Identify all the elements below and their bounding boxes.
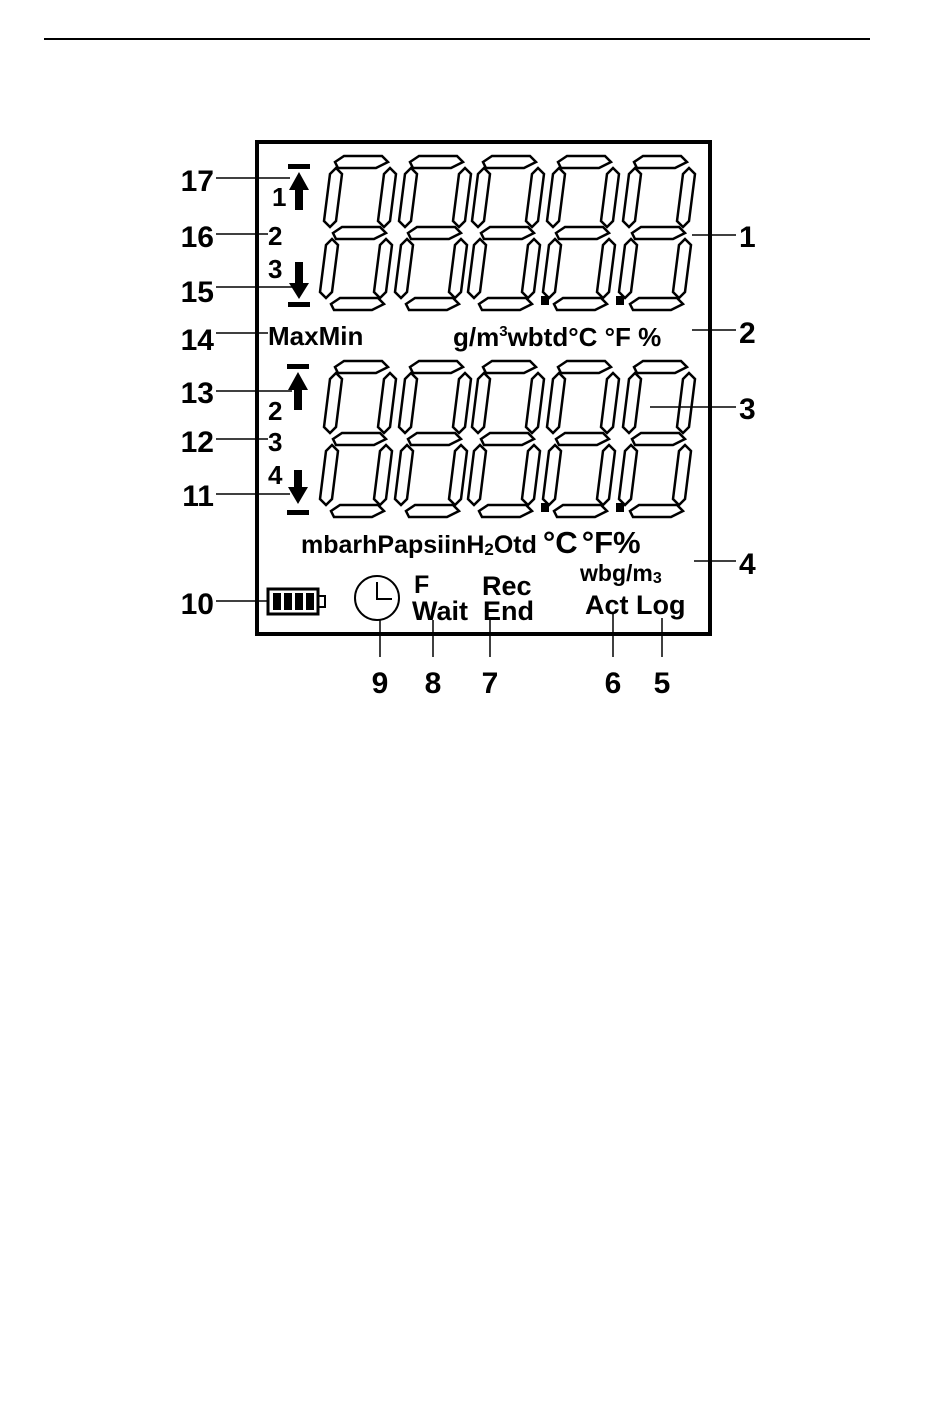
- callout-12: 12: [180, 426, 214, 459]
- clock-icon: [355, 576, 399, 620]
- segment-e: [619, 239, 637, 298]
- segment-d: [331, 298, 384, 310]
- segment-f: [324, 373, 342, 433]
- callout-4: 4: [739, 548, 756, 581]
- segment-a: [335, 156, 388, 168]
- segment-g: [556, 227, 609, 239]
- segment-f: [623, 373, 641, 433]
- segment-d: [630, 505, 683, 517]
- segment-d: [479, 505, 532, 517]
- segment-b: [677, 168, 695, 227]
- lower-units-label-2: wbg/m3: [580, 560, 662, 587]
- segment-f: [399, 373, 417, 433]
- lower-index-2: 2: [268, 396, 283, 426]
- segment-b: [378, 373, 396, 433]
- segment-e: [395, 445, 413, 505]
- upper-index-3: 3: [268, 254, 283, 284]
- segment-b: [601, 373, 619, 433]
- segment-d: [479, 298, 532, 310]
- segment-b: [677, 373, 695, 433]
- segment-d: [554, 505, 607, 517]
- upper-index-2: 2: [268, 221, 283, 251]
- digit-cell: [395, 156, 471, 310]
- segment-d: [630, 298, 683, 310]
- segment-d: [331, 505, 384, 517]
- arrow-down-icon: [288, 262, 310, 307]
- segment-c: [374, 239, 392, 298]
- digit-cell: [468, 361, 544, 517]
- callout-5: 5: [653, 667, 671, 700]
- segment-a: [335, 361, 388, 373]
- segment-f: [547, 373, 565, 433]
- digit-cell: [320, 156, 396, 310]
- segment-d: [406, 298, 459, 310]
- callout-16: 16: [180, 221, 214, 254]
- segment-e: [543, 239, 561, 298]
- segment-a: [483, 156, 536, 168]
- log-label: Log: [636, 590, 686, 620]
- arrow-up-icon: [287, 364, 309, 410]
- callout-1: 1: [739, 221, 756, 254]
- segment-g: [333, 227, 386, 239]
- segment-a: [410, 361, 463, 373]
- segment-g: [632, 433, 685, 445]
- digit-cell: [543, 156, 619, 310]
- callout-9: 9: [371, 667, 389, 700]
- segment-e: [619, 445, 637, 505]
- segment-g: [481, 433, 534, 445]
- segment-c: [597, 239, 615, 298]
- callout-11: 11: [182, 480, 214, 513]
- segment-e: [468, 239, 486, 298]
- segment-b: [526, 373, 544, 433]
- wait-label: Wait: [412, 596, 468, 626]
- segment-g: [408, 433, 461, 445]
- segment-c: [449, 445, 467, 505]
- lower-index-3: 3: [268, 427, 283, 457]
- segment-c: [673, 239, 691, 298]
- segment-d: [406, 505, 459, 517]
- segment-c: [374, 445, 392, 505]
- segment-f: [623, 168, 641, 227]
- segment-d: [554, 298, 607, 310]
- digit-cell: [320, 361, 396, 517]
- lower-index-4: 4: [268, 460, 283, 490]
- max-min-label: MaxMin: [268, 321, 364, 351]
- segment-b: [453, 168, 471, 227]
- segment-a: [634, 361, 687, 373]
- callout-2: 2: [739, 317, 756, 350]
- digit-cell: [619, 156, 695, 310]
- segment-e: [543, 445, 561, 505]
- segment-c: [522, 239, 540, 298]
- callout-7: 7: [481, 667, 499, 700]
- upper-digit-row: [320, 156, 695, 310]
- segment-c: [673, 445, 691, 505]
- segment-g: [632, 227, 685, 239]
- digit-cell: [468, 156, 544, 310]
- segment-e: [468, 445, 486, 505]
- segment-a: [410, 156, 463, 168]
- segment-b: [453, 373, 471, 433]
- callout-3: 3: [739, 393, 756, 426]
- segment-e: [320, 239, 338, 298]
- segment-f: [472, 168, 490, 227]
- f-label: F: [414, 571, 430, 599]
- callout-14: 14: [180, 324, 214, 357]
- act-label: Act: [585, 590, 629, 620]
- segment-f: [324, 168, 342, 227]
- segment-f: [399, 168, 417, 227]
- callout-17: 17: [180, 165, 214, 198]
- segment-g: [408, 227, 461, 239]
- segment-f: [472, 373, 490, 433]
- callout-15: 15: [180, 276, 214, 309]
- segment-a: [634, 156, 687, 168]
- end-label: End: [483, 596, 534, 626]
- digit-cell: [543, 361, 619, 517]
- segment-b: [526, 168, 544, 227]
- segment-f: [547, 168, 565, 227]
- callout-6: 6: [604, 667, 622, 700]
- segment-g: [481, 227, 534, 239]
- segment-e: [320, 445, 338, 505]
- segment-b: [601, 168, 619, 227]
- segment-c: [522, 445, 540, 505]
- callout-10: 10: [180, 588, 214, 621]
- segment-b: [378, 168, 396, 227]
- segment-a: [483, 361, 536, 373]
- lower-digit-row: [320, 361, 695, 517]
- callout-13: 13: [180, 377, 214, 410]
- segment-g: [556, 433, 609, 445]
- segment-c: [449, 239, 467, 298]
- segment-a: [558, 156, 611, 168]
- rec-label: Rec: [482, 571, 532, 601]
- segment-e: [395, 239, 413, 298]
- upper-index-1: 1: [272, 182, 287, 212]
- battery-icon: [268, 589, 325, 614]
- lower-units-label: mbarhPapsiinH2Otd °C °F%: [301, 525, 641, 560]
- segment-g: [333, 433, 386, 445]
- upper-units-label: $g/m^3wbtd^\circ C$ °F %: [453, 322, 662, 352]
- digit-cell: [619, 361, 695, 517]
- arrow-down-icon: [287, 470, 309, 515]
- arrow-up-icon: [288, 164, 310, 210]
- digit-cell: [395, 361, 471, 517]
- segment-c: [597, 445, 615, 505]
- segment-a: [558, 361, 611, 373]
- callout-8: 8: [424, 667, 442, 700]
